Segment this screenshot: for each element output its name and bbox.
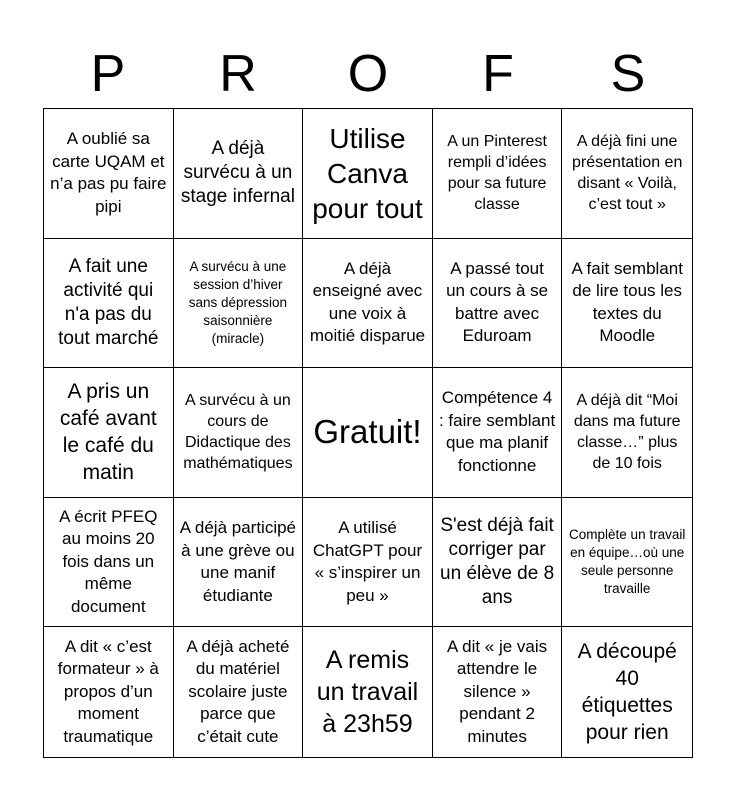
title-letter-f: F <box>482 45 514 103</box>
bingo-cell[interactable] <box>174 109 304 239</box>
bingo-cell[interactable] <box>433 368 563 498</box>
bingo-cell-text: A déjà acheté du matériel scolaire juste parce que c’était cute <box>186 636 290 746</box>
bingo-cell-text: A passé tout un cours à se battre avec Eduroam <box>446 258 549 346</box>
bingo-cell[interactable] <box>433 239 563 369</box>
bingo-cell[interactable] <box>303 109 433 239</box>
title-letter-s: S <box>610 45 646 103</box>
bingo-cell[interactable] <box>562 627 692 757</box>
bingo-cell-text: S'est déjà fait corriger par un élève de 8 ans <box>440 515 555 609</box>
title-letter-r: R <box>219 45 257 103</box>
bingo-cell-text: Utilise Canva pour tout <box>312 122 423 224</box>
bingo-cell[interactable] <box>174 239 304 369</box>
bingo-cell-text: A oublié sa carte UQAM et n’a pas pu faire pipi <box>50 129 167 216</box>
bingo-cell[interactable] <box>562 239 692 369</box>
bingo-cell[interactable] <box>303 239 433 369</box>
bingo-cell-text: A fait semblant de lire tous les textes du Moodle <box>571 258 683 346</box>
bingo-cell-text: A déjà participé à une grève ou une manif étudiante <box>179 518 297 605</box>
bingo-cell[interactable] <box>174 498 304 628</box>
bingo-cell[interactable] <box>44 498 174 628</box>
bingo-cell[interactable] <box>44 368 174 498</box>
bingo-grid <box>43 108 693 758</box>
bingo-title <box>43 40 693 108</box>
bingo-cell-text: A un Pinterest rempli d’idées pour sa future classe <box>447 133 547 214</box>
bingo-cell[interactable] <box>433 627 563 757</box>
bingo-cell-text: A survécu à un cours de Didactique des mathématiques <box>183 392 293 473</box>
bingo-cell-text: A survécu à une session d’hiver sans dépression saisonnière (miracle) <box>188 258 288 346</box>
bingo-cell-text: A remis un travail à 23h59 <box>316 646 419 739</box>
bingo-cell-text: Complète un travail en équipe…où une seule personne travaille <box>569 527 686 597</box>
bingo-cell-text: A découpé 40 étiquettes pour rien <box>577 640 677 745</box>
bingo-cell-text: A écrit PFEQ au moins 20 fois dans un même document <box>59 506 158 616</box>
free-space-cell[interactable] <box>303 368 433 498</box>
bingo-cell-text: A déjà enseigné avec une voix à moitié disparue <box>309 258 426 346</box>
free-space-text: Gratuit! <box>313 413 422 451</box>
title-letter-p: P <box>90 45 126 103</box>
bingo-cell[interactable] <box>433 109 563 239</box>
bingo-cell[interactable] <box>174 368 304 498</box>
bingo-cell-text: A dit « c’est formateur » à propos d’un moment traumatique <box>57 636 159 746</box>
bingo-cell[interactable] <box>44 627 174 757</box>
bingo-cell[interactable] <box>174 627 304 757</box>
bingo-cell-text: A utilisé ChatGPT pour « s’inspirer un peu » <box>312 518 423 605</box>
bingo-cell-text: A fait une activité qui n'a pas du tout marché <box>58 255 159 349</box>
title-letter-o: O <box>347 45 389 103</box>
bingo-cell-text: A déjà fini une présentation en disant « Voilà, c’est tout » <box>572 133 683 214</box>
bingo-cell-text: A déjà dit “Moi dans ma future classe…” plus de 10 fois <box>573 392 681 473</box>
bingo-cell[interactable] <box>562 368 692 498</box>
bingo-cell[interactable] <box>44 109 174 239</box>
bingo-cell[interactable] <box>303 498 433 628</box>
bingo-cell-text: A déjà survécu à un stage infernal <box>180 138 295 208</box>
bingo-cell-text: Compétence 4 : faire semblant que ma planif fonctionne <box>438 388 556 475</box>
bingo-cell[interactable] <box>562 498 692 628</box>
bingo-cell[interactable] <box>44 239 174 369</box>
bingo-cell[interactable] <box>433 498 563 628</box>
bingo-cell-text: A dit « je vais attendre le silence » pendant 2 minutes <box>447 636 548 746</box>
bingo-cell[interactable] <box>303 627 433 757</box>
bingo-cell[interactable] <box>562 109 692 239</box>
bingo-cell-text: A pris un café avant le café du matin <box>59 380 157 485</box>
